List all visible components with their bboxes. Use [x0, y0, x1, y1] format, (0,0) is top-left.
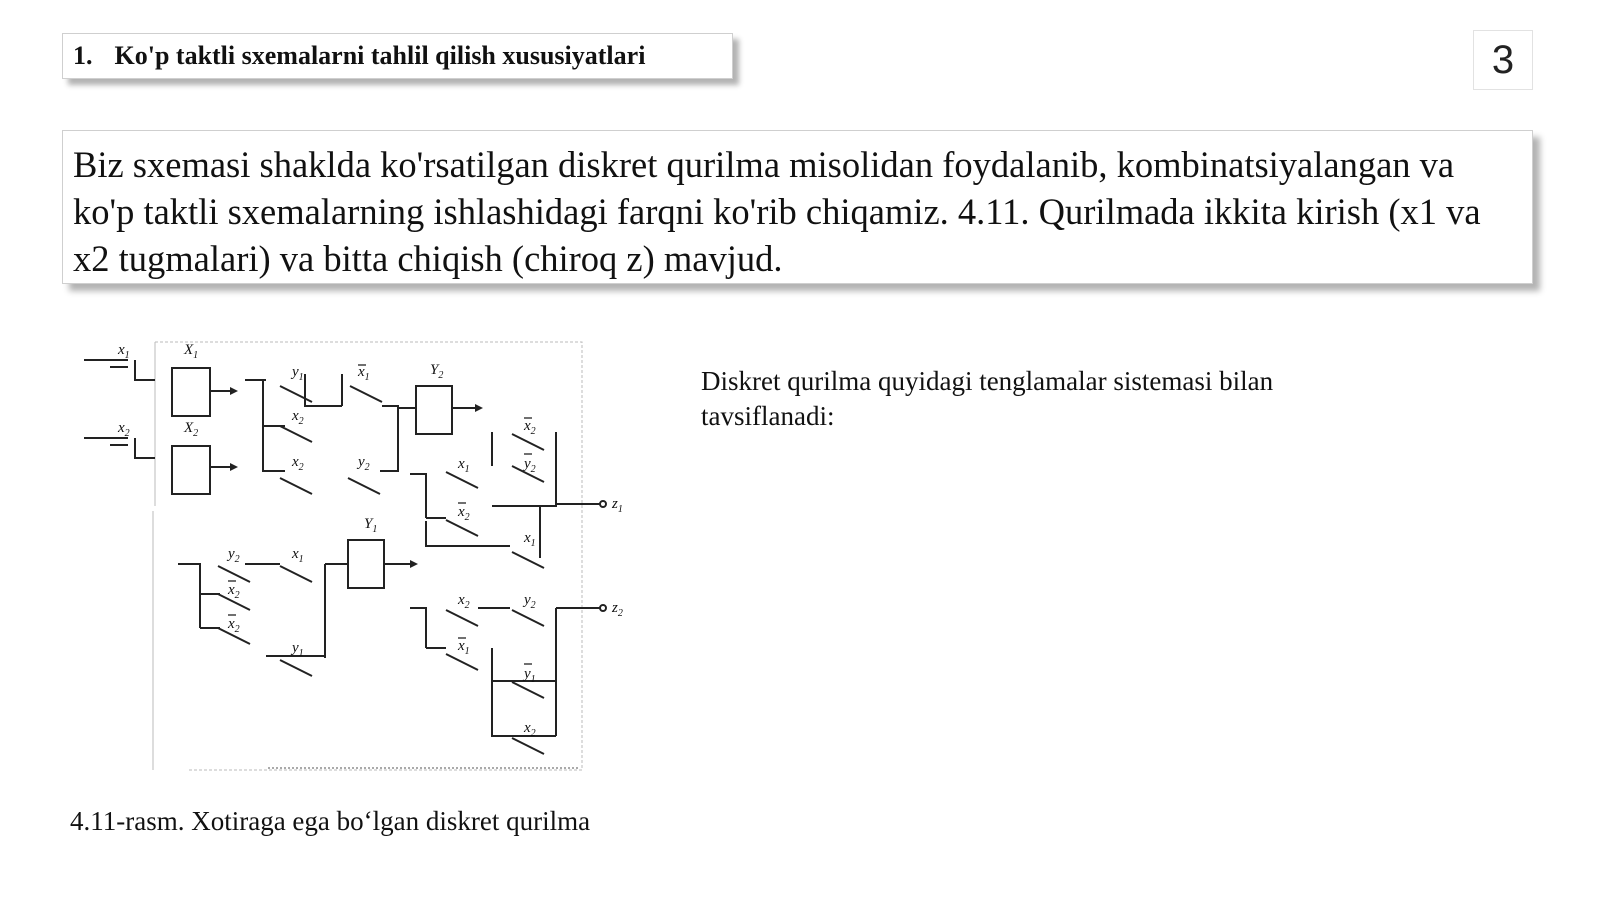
contact-label: $y_1$: [292, 640, 304, 659]
contact-label: $x_2$: [524, 720, 536, 739]
contact-label: $x_1$: [524, 530, 536, 549]
contact-label: $x_1$: [358, 364, 370, 383]
label-relay-X1: $X_1$: [184, 342, 199, 361]
contact-label: $x_2$: [292, 408, 304, 427]
label-input-x2: $x_2$: [118, 420, 130, 439]
figure-caption: 4.11-rasm. Xotiraga ega bo‘lgan diskret qurilma: [70, 806, 591, 836]
contact-label: $x_1$: [458, 456, 470, 475]
relay-contact-diagram: [80, 336, 640, 776]
circuit-figure: [80, 336, 640, 776]
description-text: Diskret qurilma quyidagi tenglamalar sistemasi bilan tavsiflanadi:: [701, 366, 1274, 431]
contact-label: $y_2$: [358, 454, 370, 473]
contact-label: $y_2$: [228, 546, 240, 565]
slide-title-box: [62, 33, 733, 79]
contact-label: $x_2$: [524, 418, 536, 437]
intro-text-box: [62, 130, 1533, 284]
label-relay-Y2: $Y_2$: [430, 362, 444, 381]
slide-title: Ko'p taktli sxemalarni tahlil qilish xususiyatlari: [114, 41, 646, 70]
page-number: 3: [1473, 30, 1533, 90]
intro-text: Biz sxemasi shaklda ko'rsatilgan diskret qurilma misolidan foydalanib, kombinatsiyalangan va ko'p taktli sxemalarning ishlashidagi farqni ko'rib chiqamiz. 4.11. Qurilmada ikkita kirish (x1 va x2 tugmalari) va bitta chiqish (chiroq z) mavjud.: [73, 144, 1481, 279]
label-relay-X2: $X_2$: [184, 420, 199, 439]
contact-label: $x_2$: [292, 454, 304, 473]
contact-label: $x_2$: [228, 582, 240, 601]
contact-label: $x_2$: [458, 504, 470, 523]
contact-label: $x_1$: [292, 546, 304, 565]
contact-label: $y_1$: [524, 666, 536, 685]
label-output-z1: $z_1$: [612, 496, 623, 515]
label-input-x1: $x_1$: [118, 342, 130, 361]
contact-label: $x_2$: [458, 592, 470, 611]
contact-label: $y_1$: [292, 364, 304, 383]
contact-label: $x_1$: [458, 638, 470, 657]
contact-label: $x_2$: [228, 616, 240, 635]
contact-label: $y_2$: [524, 592, 536, 611]
contact-label: $y_2$: [524, 456, 536, 475]
label-relay-Y1: $Y_1$: [364, 516, 378, 535]
title-number: 1.: [73, 41, 93, 70]
label-output-z2: $z_2$: [612, 600, 623, 619]
